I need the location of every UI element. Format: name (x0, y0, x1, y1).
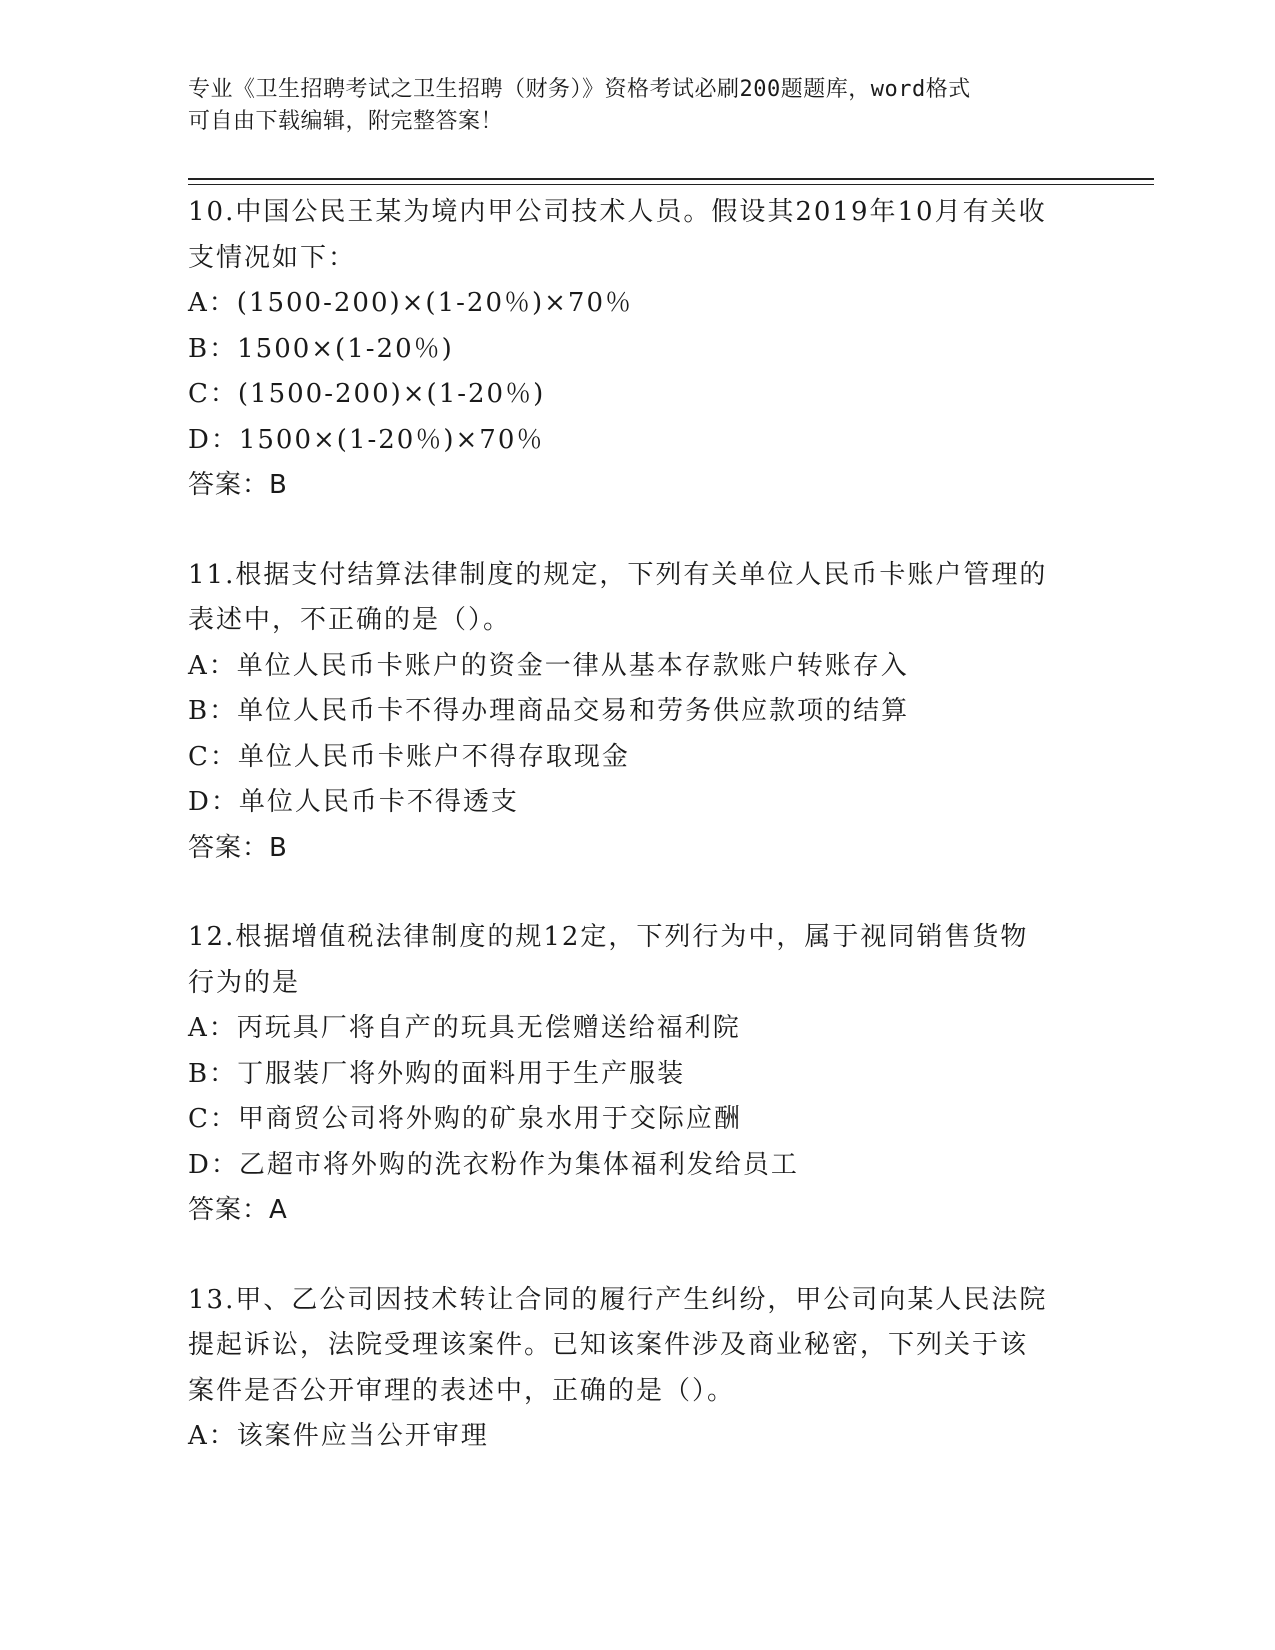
question-spacer (188, 871, 1088, 915)
option-d: D：乙超市将外购的洗衣粉作为集体福利发给员工 (188, 1149, 799, 1180)
header-divider-thin (188, 184, 1154, 185)
option-b: B：丁服装厂将外购的面料用于生产服装 (188, 1058, 686, 1089)
option-c: C：甲商贸公司将外购的矿泉水用于交际应酬 (188, 1104, 742, 1134)
question-spacer (188, 1234, 1088, 1278)
question-text-line: 支情况如下： (188, 242, 357, 273)
option-a: A：该案件应当公开审理 (188, 1421, 489, 1451)
header-divider-thick (188, 178, 1154, 180)
question-list (188, 190, 1088, 1460)
question-text-line: 13.甲、乙公司因技术转让合同的履行产生纠纷，甲公司向某人民法院 (188, 1284, 1048, 1315)
answer-label: 答案：B (188, 832, 288, 863)
question-text-line: 表述中，不正确的是（）。 (188, 605, 512, 635)
option-b: B：单位人民币卡不得办理商品交易和劳务供应款项的结算 (188, 696, 910, 726)
question-spacer (188, 509, 1088, 553)
question-text-line: 10.中国公民王某为境内甲公司技术人员。假设其2019年10月有关收 (188, 197, 1047, 227)
answer-label: 答案：B (188, 470, 288, 500)
option-c: C：(1500-200)×(1-20％) (188, 379, 546, 409)
option-a: A：丙玩具厂将自产的玩具无偿赠送给福利院 (188, 1013, 741, 1043)
answer-label: 答案：A (188, 1195, 288, 1225)
question-text-line: 案件是否公开审理的表述中，正确的是（）。 (188, 1375, 736, 1406)
header-line-2: 可自由下载编辑，附完整答案！ (188, 109, 504, 134)
question-text-line: 11.根据支付结算法律制度的规定，下列有关单位人民币卡账户管理的 (188, 559, 1048, 590)
question-text-line: 提起诉讼，法院受理该案件。已知该案件涉及商业秘密，下列关于该 (188, 1330, 1029, 1360)
question-11 (188, 553, 1088, 872)
question-text-line: 12.根据增值税法律制度的规12定，下列行为中，属于视同销售货物 (188, 922, 1029, 952)
question-10 (188, 190, 1088, 509)
question-13 (188, 1278, 1088, 1460)
option-b: B：1500×(1-20％) (188, 333, 454, 364)
option-a: A：单位人民币卡账户的资金一律从基本存款账户转账存入 (188, 650, 909, 681)
option-d: D：单位人民币卡不得透支 (188, 787, 519, 817)
header-line-1: 专业《卫生招聘考试之卫生招聘（财务）》资格考试必刷200题题库，word格式 (188, 77, 971, 102)
option-a: A：(1500-200)×(1-20％)×70％ (188, 288, 633, 318)
question-text-line: 行为的是 (188, 967, 301, 998)
question-12 (188, 915, 1088, 1234)
document-header (188, 74, 1088, 138)
option-c: C：单位人民币卡账户不得存取现金 (188, 741, 630, 772)
option-d: D：1500×(1-20％)×70％ (188, 424, 545, 455)
